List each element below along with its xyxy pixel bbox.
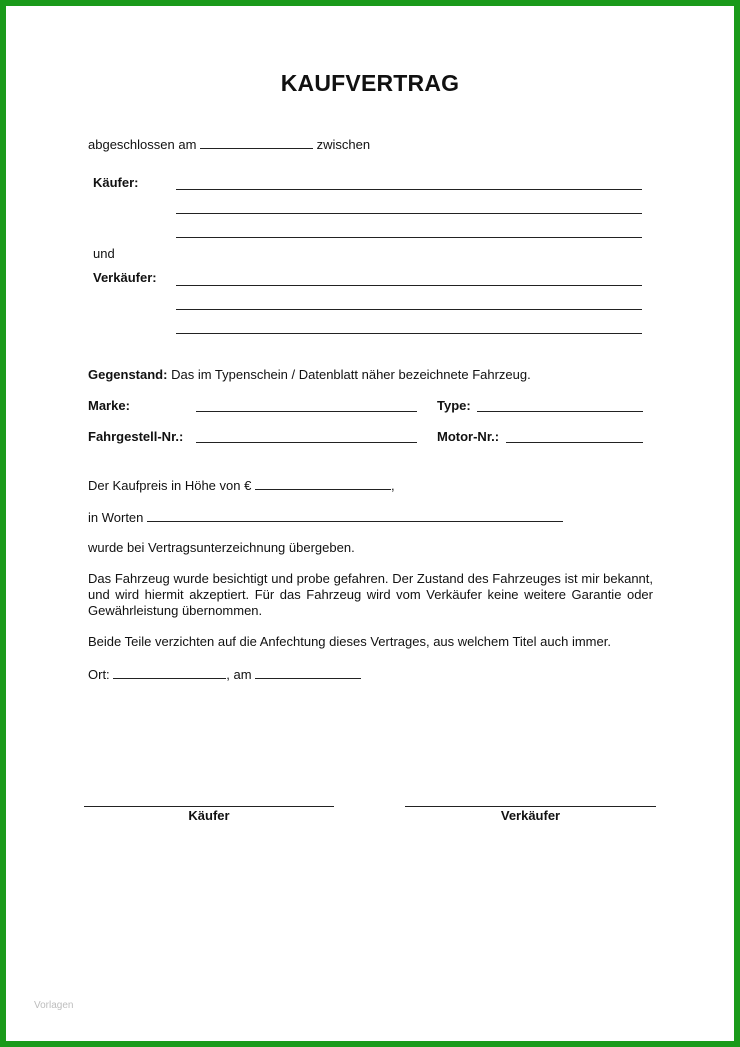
- seller-signature-line[interactable]: [405, 806, 656, 807]
- inspection-paragraph: Das Fahrzeug wurde besichtigt und probe gefahren. Der Zustand des Fahrzeuges ist mir bekannt, und wird hiermit akzeptiert. Für das Fahrzeug wird vom Verkäufer keine weitere Garantie oder Gewährleistung übernommen.: [88, 571, 653, 618]
- engine-field[interactable]: [506, 442, 643, 443]
- subject-line: [88, 367, 531, 382]
- waiver-paragraph: Beide Teile verzichten auf die Anfechtung dieses Vertrages, aus welchem Titel auch immer.: [88, 634, 611, 649]
- subject-text: Das im Typenschein / Datenblatt näher bezeichnete Fahrzeug.: [171, 367, 531, 382]
- seller-line-1[interactable]: [176, 285, 642, 286]
- price-words-line: [88, 509, 563, 525]
- chassis-label: Fahrgestell-Nr.:: [88, 429, 184, 444]
- buyer-line-2[interactable]: [176, 213, 642, 214]
- buyer-line-1[interactable]: [176, 189, 642, 190]
- subject-label: Gegenstand:: [88, 367, 168, 382]
- signing-date-field[interactable]: [255, 666, 361, 679]
- chassis-field[interactable]: [196, 442, 417, 443]
- buyer-signature-label: Käufer: [188, 808, 230, 823]
- price-comma: ,: [390, 478, 395, 493]
- type-field[interactable]: [477, 411, 643, 412]
- document-title: KAUFVERTRAG: [280, 70, 460, 96]
- intro-line: [88, 136, 370, 152]
- price-prefix: Der Kaufpreis in Höhe von €: [88, 478, 252, 493]
- engine-label: Motor-Nr.:: [437, 429, 500, 444]
- buyer-label: Käufer:: [93, 175, 139, 190]
- buyer-line-3[interactable]: [176, 237, 642, 238]
- seller-line-3[interactable]: [176, 333, 642, 334]
- price-words-label: in Worten: [88, 510, 144, 525]
- place-field[interactable]: [113, 666, 226, 679]
- price-line: [88, 477, 395, 493]
- brand-label: Marke:: [88, 398, 130, 413]
- place-label: Ort:: [88, 667, 110, 682]
- watermark-text: Vorlagen: [34, 1000, 74, 1011]
- intro-prefix: abgeschlossen am: [88, 137, 197, 152]
- date-label: , am: [226, 667, 252, 682]
- place-date-line: [88, 666, 361, 682]
- handover-text: wurde bei Vertragsunterzeichnung übergeben.: [88, 540, 355, 555]
- price-words-field[interactable]: [147, 509, 563, 522]
- intro-suffix: zwischen: [316, 137, 371, 152]
- contract-date-field[interactable]: [200, 136, 313, 149]
- buyer-signature-line[interactable]: [84, 806, 334, 807]
- seller-label: Verkäufer:: [93, 270, 157, 285]
- and-label: und: [93, 246, 115, 261]
- price-amount-field[interactable]: [255, 477, 391, 490]
- seller-signature-label: Verkäufer: [500, 808, 561, 823]
- seller-line-2[interactable]: [176, 309, 642, 310]
- brand-field[interactable]: [196, 411, 417, 412]
- type-label: Type:: [437, 398, 471, 413]
